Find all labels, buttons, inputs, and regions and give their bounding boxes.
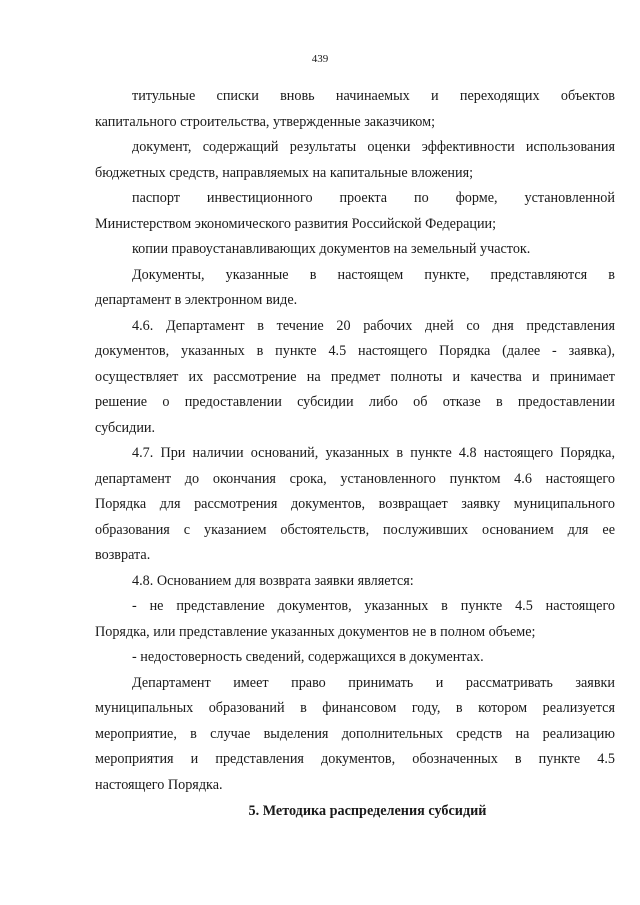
paragraph-reason-unreliable [95,645,615,671]
paragraph-4-6 [95,314,615,442]
text-line: документ, содержащий результаты оценки эффективности использования [132,139,615,155]
text-line: Порядка, или представление указанных документов не в полном объеме; [95,623,536,640]
paragraph-reason-incomplete [95,594,615,645]
text-line: - не представление документов, указанных в пункте 4.5 настоящего [132,598,615,614]
text-line: осуществляет их рассмотрение на предмет полноты и качества и принимает [95,368,615,385]
text-line: мероприятие, в случае выделения дополнительных средств на реализацию [95,725,615,742]
text-line: копии правоустанавливающих документов на земельный участок. [132,241,531,257]
text-line: бюджетных средств, направляемых на капитальные вложения; [95,164,474,181]
text-line: Порядка для рассмотрения документов, возвращает заявку муниципального [95,496,615,512]
text-line: 4.7. При наличии оснований, указанных в пункте 4.8 настоящего Порядка, [132,445,615,461]
paragraph-land-documents [95,237,615,263]
text-line: документов, указанных в пункте 4.5 настоящего Порядка (далее - заявка), [95,343,615,359]
paragraph-4-8 [95,569,615,595]
text-line: субсидии. [95,419,156,436]
text-line: мероприятия и представления документов, обозначенных в пункте 4.5 [95,751,615,767]
text-line: настоящего Порядка. [95,776,223,793]
paragraph-4-7 [95,441,615,569]
page-number: 439 [311,53,329,65]
text-line: возврата. [95,547,151,563]
body-text [95,84,615,825]
text-line: департамент до окончания срока, установленного пунктом 4.6 настоящего [95,470,615,487]
text-line: 4.8. Основанием для возврата заявки является: [132,572,414,589]
text-line: Министерством экономического развития Российской Федерации; [95,215,497,232]
text-line: Департамент имеет право принимать и рассматривать заявки [132,674,615,691]
paragraph-title-lists [95,84,615,135]
text-line: департамент в электронном виде. [95,292,298,308]
paragraph-project-passport [95,186,615,237]
section-heading: 5. Методика распределения субсидий [248,803,487,819]
text-line: - недостоверность сведений, содержащихся в документах. [132,649,484,665]
text-line: капитального строительства, утвержденные заказчиком; [95,113,436,130]
text-line: паспорт инвестиционного проекта по форме, установленной [132,190,615,206]
text-line: Документы, указанные в настоящем пункте, представляются в [132,266,615,283]
text-line: образования с указанием обстоятельств, послуживших основанием для ее [95,521,615,538]
text-line: муниципальных образований в финансовом году, в котором реализуется [95,700,615,716]
text-line: решение о предоставлении субсидии либо об отказе в предоставлении [95,394,615,410]
text-line: титульные списки вновь начинаемых и переходящих объектов [132,88,615,104]
text-line: 4.6. Департамент в течение 20 рабочих дней со дня представления [132,317,615,334]
paragraph-electronic-form [95,263,615,314]
paragraph-department-right [95,671,615,799]
paragraph-efficiency-document [95,135,615,186]
